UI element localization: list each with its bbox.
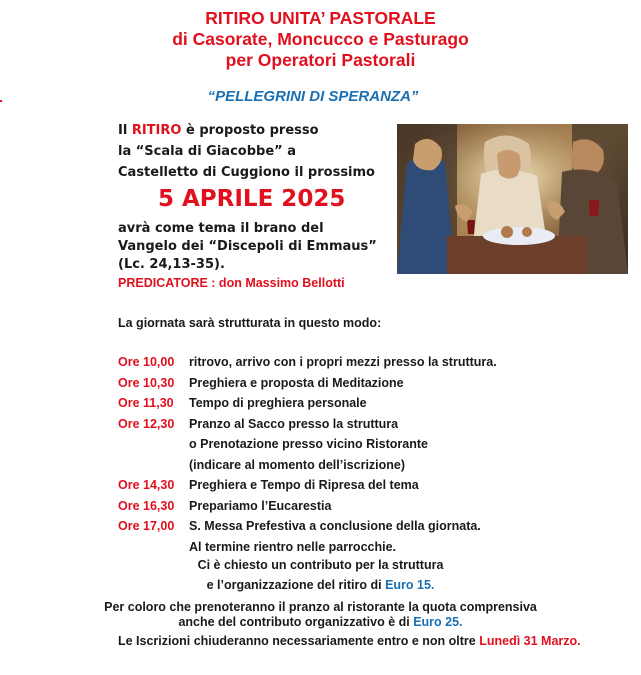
schedule-time: Ore 17,00 bbox=[118, 519, 175, 533]
title-line-1: RITIRO UNITA’ PASTORALE bbox=[205, 8, 436, 28]
schedule-text: (indicare al momento dell’iscrizione) bbox=[189, 457, 406, 472]
emmaus-painting-image bbox=[397, 124, 628, 274]
theme-line-2: Vangelo dei “Discepoli di Emmaus” bbox=[118, 239, 377, 254]
schedule-time: Ore 10,00 bbox=[118, 355, 175, 369]
intro-line-1 bbox=[118, 120, 375, 141]
contribution-amount: Euro 25. bbox=[413, 615, 463, 629]
contribution-line-4 bbox=[0, 615, 641, 629]
schedule-time: Ore 12,30 bbox=[118, 416, 175, 431]
schedule-time: Ore 16,30 bbox=[118, 498, 175, 513]
schedule-row bbox=[118, 516, 497, 537]
contribution-text: anche del contributo organizzativo è di bbox=[178, 615, 414, 629]
contribution-line-2 bbox=[0, 578, 641, 592]
theme-line-1: avrà come tema il brano del bbox=[118, 221, 324, 236]
schedule-row bbox=[118, 352, 497, 373]
schedule-time: Ore 11,30 bbox=[118, 396, 174, 410]
intro-line-2: la “Scala di Giacobbe” a bbox=[118, 144, 296, 159]
schedule-row bbox=[118, 496, 497, 517]
closing-paragraph bbox=[118, 633, 618, 650]
theme-line-3: (Lc. 24,13-35). bbox=[118, 257, 225, 272]
intro-paragraph bbox=[118, 120, 375, 183]
contribution-line-3: Per coloro che prenoteranno il pranzo al ristorante la quota comprensiva bbox=[104, 600, 537, 614]
contribution-line-1: Ci è chiesto un contributo per la struttura bbox=[197, 558, 444, 572]
schedule-text: o Prenotazione presso vicino Ristorante bbox=[189, 437, 428, 451]
schedule-row bbox=[118, 455, 497, 476]
schedule-row bbox=[118, 475, 497, 496]
schedule-text: Preghiera e proposta di Meditazione bbox=[189, 375, 404, 390]
schedule-text: Al termine rientro nelle parrocchie. bbox=[189, 539, 397, 554]
theme-paragraph bbox=[118, 220, 377, 274]
schedule-row bbox=[118, 537, 497, 558]
schedule-row bbox=[118, 434, 497, 455]
structure-intro: La giornata sarà strutturata in questo modo: bbox=[118, 316, 382, 330]
schedule-text: Preghiera e Tempo di Ripresa del tema bbox=[189, 478, 419, 492]
title-line-2: di Casorate, Moncucco e Pasturago bbox=[172, 29, 469, 49]
title-line-3: per Operatori Pastorali bbox=[225, 50, 416, 70]
schedule-text: Prepariamo l’Eucarestia bbox=[189, 498, 332, 513]
schedule-text: Pranzo al Sacco presso la struttura bbox=[189, 416, 399, 431]
contribution-amount: Euro 15. bbox=[385, 578, 435, 592]
schedule-row bbox=[118, 414, 497, 435]
closing-deadline: Lunedì 31 Marzo. bbox=[479, 634, 581, 648]
intro-line-3: Castelletto di Cuggiono il prossimo bbox=[118, 165, 375, 180]
subtitle: “PELLEGRINI DI SPERANZA” bbox=[207, 88, 419, 105]
schedule-text: S. Messa Prefestiva a conclusione della giornata. bbox=[189, 519, 481, 533]
schedule-list bbox=[118, 352, 497, 557]
contribution-text: e l’organizzazione del ritiro di bbox=[206, 578, 386, 592]
intro-highlight: RITIRO bbox=[131, 123, 182, 138]
intro-text: è proposto presso bbox=[181, 123, 319, 138]
closing-text: Le Iscrizioni chiuderanno necessariamente entro e non oltre bbox=[118, 634, 480, 648]
schedule-row bbox=[118, 393, 497, 414]
page-title bbox=[0, 8, 641, 71]
predicatore-line: PREDICATORE : don Massimo Bellotti bbox=[118, 276, 345, 290]
schedule-time: Ore 10,30 bbox=[118, 375, 175, 390]
schedule-text: Tempo di preghiera personale bbox=[189, 396, 367, 410]
event-date: 5 APRILE 2025 bbox=[158, 186, 346, 212]
schedule-time: Ore 14,30 bbox=[118, 478, 175, 492]
intro-text: Il bbox=[118, 123, 132, 138]
schedule-row bbox=[118, 373, 497, 394]
schedule-text: ritrovo, arrivo con i propri mezzi presso la struttura. bbox=[189, 355, 497, 369]
